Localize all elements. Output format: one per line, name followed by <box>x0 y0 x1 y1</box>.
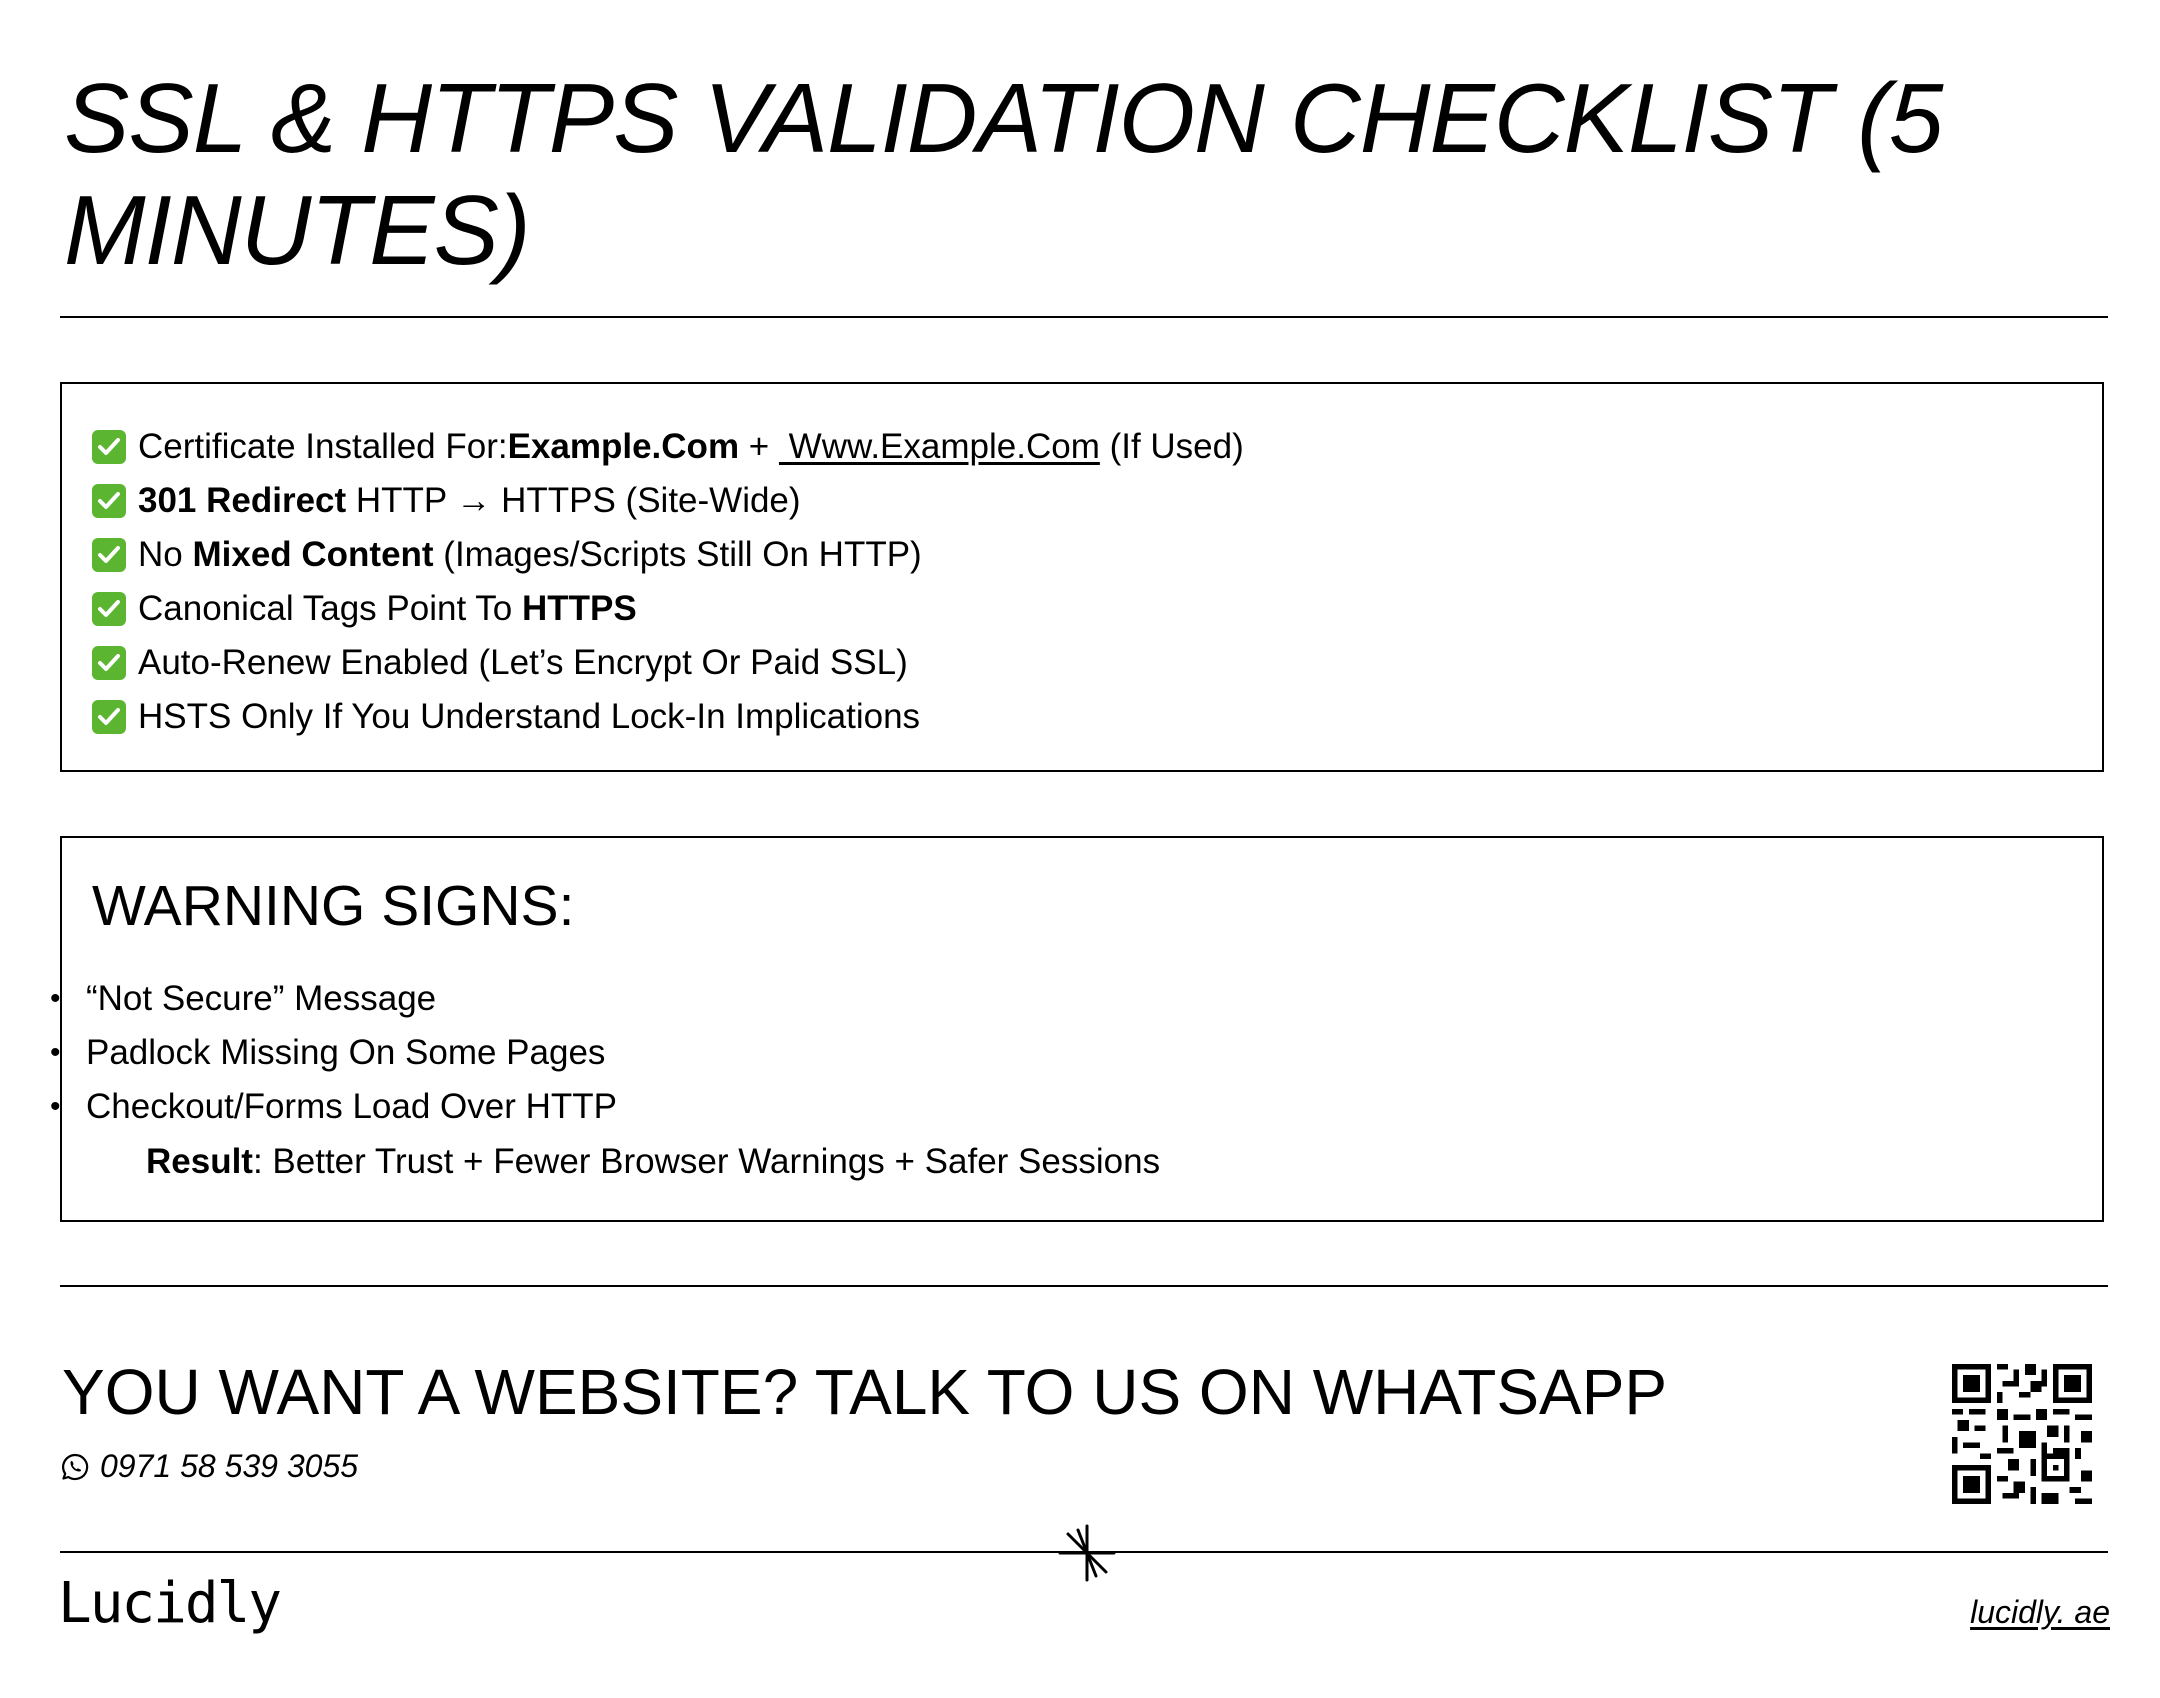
bullet-icon: • <box>50 1036 61 1069</box>
item-text: + <box>739 427 779 466</box>
bullet-icon: • <box>50 982 61 1015</box>
result-text: : Better Trust + Fewer Browser Warnings + Safer Sessions <box>252 1142 1161 1181</box>
phone-number: 0971 58 539 3055 <box>100 1448 359 1484</box>
checklist-item <box>92 420 1244 474</box>
checklist-item <box>92 636 1244 690</box>
warning-text: Checkout/Forms Load Over HTTP <box>86 1087 617 1126</box>
checklist-item <box>92 528 1244 582</box>
check-mark-icon <box>92 592 126 626</box>
warning-text: “Not Secure” Message <box>86 979 437 1018</box>
check-mark-icon <box>92 700 126 734</box>
divider <box>60 316 2108 318</box>
item-bold: HTTPS <box>521 589 637 628</box>
bullet-icon: • <box>50 1090 61 1123</box>
page-title: SSL & HTTPS VALIDATION CHECKLIST (5 MINUTES) <box>64 63 1943 285</box>
item-text: HSTS Only If You Understand Lock-In Implications <box>138 697 921 736</box>
item-bold: 301 Redirect <box>138 481 347 520</box>
checklist <box>92 420 1244 744</box>
check-mark-icon <box>92 430 126 464</box>
cta-title: YOU WANT A WEBSITE? TALK TO US ON WHATSAPP <box>62 1356 1668 1428</box>
item-text: Auto-Renew Enabled (Let’s Encrypt Or Paid SSL) <box>138 643 908 682</box>
item-text: Canonical Tags Point To <box>138 589 522 628</box>
item-bold: Example.Com <box>507 427 740 466</box>
warning-item <box>50 1080 617 1134</box>
item-text: (Images/Scripts Still On HTTP) <box>433 535 922 574</box>
phone-row[interactable] <box>60 1448 358 1485</box>
whatsapp-icon <box>60 1452 90 1482</box>
item-bold: Mixed Content <box>192 535 434 574</box>
checklist-item <box>92 474 1244 528</box>
checklist-item <box>92 690 1244 744</box>
lucidly-logo: Lucidly <box>58 1571 281 1636</box>
www-example-link[interactable]: Www.Example.Com <box>778 427 1100 466</box>
result-label: Result <box>146 1142 253 1181</box>
check-mark-icon <box>92 646 126 680</box>
warning-item <box>50 1026 617 1080</box>
check-mark-icon <box>92 484 126 518</box>
checklist-item <box>92 582 1244 636</box>
result-line <box>146 1135 1160 1189</box>
warning-title: WARNING SIGNS: <box>92 874 575 938</box>
warning-text: Padlock Missing On Some Pages <box>86 1033 606 1072</box>
warning-list <box>50 972 617 1134</box>
item-text: HTTP → HTTPS (Site-Wide) <box>346 481 801 520</box>
item-text: (If Used) <box>1099 427 1244 466</box>
divider <box>60 1285 2108 1287</box>
website-link[interactable]: lucidly. ae <box>1970 1594 2110 1630</box>
warning-item <box>50 972 617 1026</box>
checklist-box <box>60 382 2104 772</box>
item-text: Certificate Installed For: <box>138 427 508 466</box>
qr-code-icon[interactable] <box>1952 1364 2092 1504</box>
item-text: No <box>138 535 193 574</box>
sparkle-icon <box>1058 1524 1116 1582</box>
check-mark-icon <box>92 538 126 572</box>
